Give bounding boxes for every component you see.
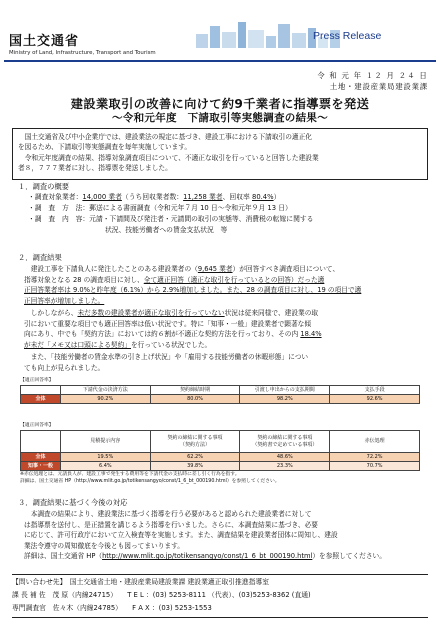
table1-label: 【適正回答率】 (20, 378, 54, 383)
para-underlined: 9,645 業者 (197, 265, 233, 273)
results-paragraph-3 (24, 352, 428, 373)
table-payment-metrics (20, 385, 420, 404)
survey-method-item: ・調 査 方 法：郵送による書面調査（令和元年７月 10 日～令和元年９月 13 日） (28, 204, 292, 212)
section-heading-followup: ３．調査結果に基づく今後の対応 (18, 498, 128, 507)
release-date: 令 和 元 年 １２ 月 ２４ 日 (317, 71, 428, 80)
table-cell: 92.6% (330, 395, 420, 404)
para-underlined: 正回答率が増加しました。 (24, 296, 105, 305)
para-text: 状況は従来同様で、建設業の取 (224, 309, 319, 317)
para-text: しかしながら、 (30, 309, 78, 317)
table-header-cell: 契約の締結に関する事項 （契約書で定めている事項） (240, 431, 330, 453)
para-text: は指導票を送付し、是正措置を講じるよう指導を行いました。さらに、本調査結果に基づき、必要 (24, 520, 318, 529)
survey-content-item: ・調 査 内 容：元請・下請間及び発注者・元請間の取引の実態等、消費税の転嫁に関する (28, 215, 314, 223)
org-logo-subtitle: Ministry of Land, Infrastructure, Transport and Tourism (9, 50, 156, 56)
mlit-detail-link[interactable]: http://www.mlit.go.jp/totikensangyo/const/1_6_bt_000190.html (102, 552, 313, 561)
table-cell: 6.4% (60, 462, 150, 471)
header (0, 0, 440, 62)
table2-label: 【適正回答率】 (20, 423, 54, 428)
para-underlined: 正回答業者率は 9.0%と昨年度（6.1%）から 2.9%増加しました。また、28 の調査項目に対し、19 の項目で適 (24, 286, 362, 295)
para-text: 業法令遵守の周知徹底を今後とも図ってまいります。 (24, 541, 184, 550)
table-contract-metrics (20, 430, 420, 471)
para-text: 向にあり、中でも「契約方法」においては約６割が不適正な契約方法を行っており、その内 (24, 330, 301, 339)
table-header-cell: 引渡し申出からの支払期間 (240, 386, 330, 395)
document-title: 建設業取引の改善に向けて約9千業者に指導票を発送 (70, 97, 370, 111)
table-footnote-link: 詳細は、国土交通省 HP（http://www.mlit.go.jp/totikensangyo/const/1_6_bt_000190.html）を参照してください。 (20, 479, 280, 484)
para-text: に応じて、許可行政庁において立入検査等を実施します。また、調査結果を建設業者団体に周知し、建設 (24, 531, 338, 540)
para-text: ）が回答すべき調査項目について、 (232, 265, 340, 273)
row-label: 知事・一般 (21, 462, 61, 471)
contact-line: 【問い合わせ先】 国土交通省土地・建設産業局建設業課 建設業適正取引推進指導室 (12, 578, 270, 586)
table-row (21, 462, 420, 471)
table-footnote: ※赤伝処理とは、元請負人が、建設工事で発生する費用等を下請代金の支払時に差し引く行為を指す。 (20, 472, 240, 477)
table-header-cell (21, 386, 61, 395)
table-header-cell: 契約の締結に関する事項 （契約方法） (150, 431, 240, 453)
table-header-cell: 契約締結時期 (150, 386, 240, 395)
contact-line: 課 長 補 佐 茂 原（内線24715） T E L ：(03) 5253-8111 （代表）、(03)5253-8362 (直通) (12, 591, 311, 599)
summary-line: 令和元年度調査の結果、指導対象調査項目について、不適正な取引を行っていると回答した建設業 (24, 153, 319, 162)
survey-target-item (28, 193, 280, 202)
para-text: 本調査の結果により、建設業法に基づく指導を行う必要があると認められた建設業者に対して (30, 510, 312, 518)
org-logo-title: 国土交通省 (9, 34, 80, 49)
row-label: 全体 (21, 395, 61, 404)
collection-rate: 80.4% (252, 193, 274, 201)
para-text: ）を参照してください。 (312, 552, 386, 561)
table-cell: 62.2% (150, 453, 240, 462)
table-cell: 70.7% (330, 462, 420, 471)
table-header-cell: 下請代金の決済方法 (60, 386, 150, 395)
results-paragraph-2 (24, 308, 428, 350)
table-header-cell (21, 431, 61, 453)
contact-line: 専門調査官 佐々木（内線24785） F A X ：(03) 5253-1553 (12, 604, 212, 612)
summary-line: 者８，７７７業者に対し、指導票を発送しました。 (18, 164, 172, 173)
collected-count: 11,258 業者 (183, 193, 223, 201)
para-text: 建設工事を下請負人に発注したことのある建設業者の（ (30, 265, 198, 273)
followup-paragraph (24, 509, 428, 562)
para-text: を行っている状況でした。 (131, 340, 212, 349)
table-header-cell: 支払手段 (330, 386, 420, 395)
table-cell: 19.5% (60, 453, 150, 462)
para-underlined: 全て適正回答（適正な取引を行っているとの回答）だった適 (143, 275, 325, 284)
table-cell: 39.8% (150, 462, 240, 471)
header-divider (4, 60, 436, 62)
table-header-row (21, 386, 420, 395)
table-header-cell: 赤伝処理 (330, 431, 420, 453)
table-row (21, 453, 420, 462)
para-text: 指導対象となる 28 の調査項目に対し、 (24, 275, 144, 284)
issuing-department: 土地・建設産業局建設業課 (329, 82, 428, 91)
para-underlined: 未だ多数の建設業者が適正な取引を行っていない (77, 309, 225, 317)
item-label: ・調査対象業者： (28, 193, 83, 201)
row-label: 全体 (21, 453, 61, 462)
table-header-cell: 見積提示内容 (60, 431, 150, 453)
para-text: また、「技能労働者の賃金水準の引き上げ状況」や「雇用する技能労働者の休暇形態」につい (30, 353, 309, 361)
contact-divider (12, 617, 428, 618)
table-row (21, 395, 420, 404)
press-release-label: Press Release (313, 30, 382, 42)
summary-line: 国土交通省及び中小企業庁では、建設業法の規定に基づき、建設工事における下請取引の適正化 (24, 133, 312, 141)
para-underlined: 18.4% (300, 330, 322, 339)
summary-line: を図るため、下請取引等実態調査を毎年実施しています。 (18, 143, 192, 152)
item-text: 、回収率 (222, 193, 252, 201)
table-cell: 80.0% (150, 395, 240, 404)
target-count: 14,000 業者 (82, 193, 122, 201)
table-header-row (21, 431, 420, 453)
para-text: 詳細は、国土交通省 HP（ (24, 552, 103, 561)
section-heading-overview: １．調査の概要 (18, 182, 70, 191)
survey-content-item-cont: 状況、技能労働者への賃金支払状況 等 (105, 226, 228, 234)
para-text: 引において重要な項目でも適正回答率は低い状況です。特に「知事・一般」建設業者で顕著な傾 (24, 319, 312, 328)
table-cell: 23.3% (240, 462, 330, 471)
contact-divider (12, 574, 428, 575)
item-text: ） (273, 193, 281, 201)
section-heading-results: ２．調査結果 (18, 253, 62, 262)
table-cell: 72.2% (330, 453, 420, 462)
item-text: （うち回収業者数： (121, 193, 184, 201)
summary-box (12, 128, 428, 180)
results-paragraph-1 (24, 264, 428, 306)
table-cell: 98.2% (240, 395, 330, 404)
para-underlined: が未だ「メモ又は口頭による契約」 (24, 340, 131, 349)
document-subtitle: ～令和元年度 下請取引等実態調査の結果～ (112, 112, 328, 124)
table-cell: 48.6% (240, 453, 330, 462)
para-text: ても向上が見られました。 (24, 363, 105, 372)
table-cell: 90.2% (60, 395, 150, 404)
